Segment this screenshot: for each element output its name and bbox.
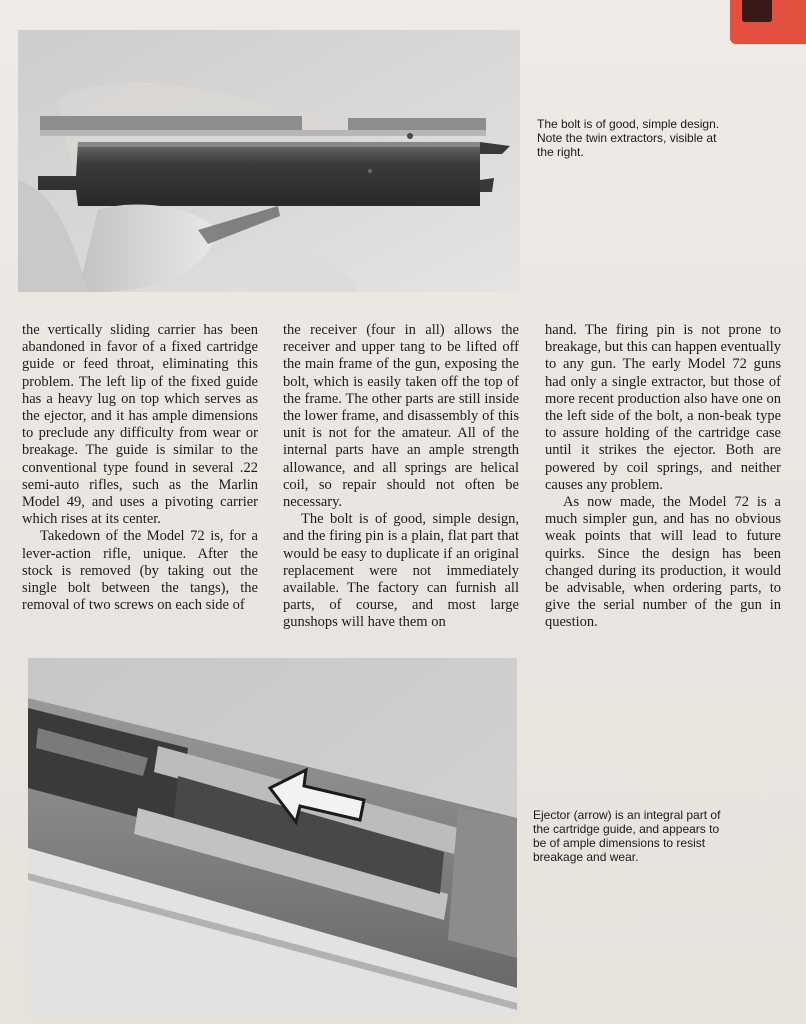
bolt-photo <box>18 30 520 292</box>
tab-marker-dark <box>742 0 772 22</box>
paragraph: Takedown of the Model 72 is, for a lever-action rifle, unique. After the stock is removed (by taking out the single bolt between the tangs), the removal of two screws on each side of <box>22 528 258 614</box>
article-column-1 <box>22 322 258 614</box>
paragraph: hand. The firing pin is not prone to breakage, but this can happen eventually to any gun. The early Model 72 guns had only a single extractor, but those of more recent production also have one on the left side of the bolt, a non-beak type to assure holding of the cartridge case until it strikes the ejector. Both are powered by coil springs, and neither causes any problem. <box>545 322 781 493</box>
paragraph: the vertically sliding carrier has been abandoned in favor of a fixed cartridge guide or feed throat, eliminating this problem. The left lip of the fixed guide has a heavy lug on top which serves as the ejector, and it has ample dimensions to preclude any difficulty from wear or breakage. The guide is similar to the conventional type found in several .22 semi-auto rifles, such as the Marlin Model 49, and uses a pivoting carrier which rises at its center. <box>22 322 258 528</box>
bolt-photo-caption: The bolt is of good, simple design. Note the twin extractors, visible at the right. <box>537 117 720 159</box>
red-page-tab <box>730 0 806 44</box>
article-column-2 <box>283 322 519 632</box>
ejector-photo-caption: Ejector (arrow) is an integral part of the cartridge guide, and appears to be of ample dimensions to resist breakage and wear. <box>533 808 721 864</box>
paragraph: As now made, the Model 72 is a much simpler gun, and has no obvious weak points that will lead to future quirks. Since the design has been changed during its production, it would be advisable, when ordering parts, to give the serial number of the gun in question. <box>545 494 781 631</box>
paragraph: The bolt is of good, simple design, and the firing pin is a plain, flat part that would be easy to duplicate if an original replacement were not immediately available. The factory can furnish all parts, of course, and most large gunshops will have them on <box>283 511 519 631</box>
ejector-photo <box>28 658 517 1018</box>
article-column-3 <box>545 322 781 632</box>
paragraph: the receiver (four in all) allows the receiver and upper tang to be lifted off the main frame of the gun, exposing the bolt, which is easily taken off the top of the frame. The other parts are still inside the lower frame, and disassembly of this unit is not for the amateur. All of the internal parts have an ample strength allowance, and all springs are helical coil, so repair should not often be necessary. <box>283 322 519 511</box>
